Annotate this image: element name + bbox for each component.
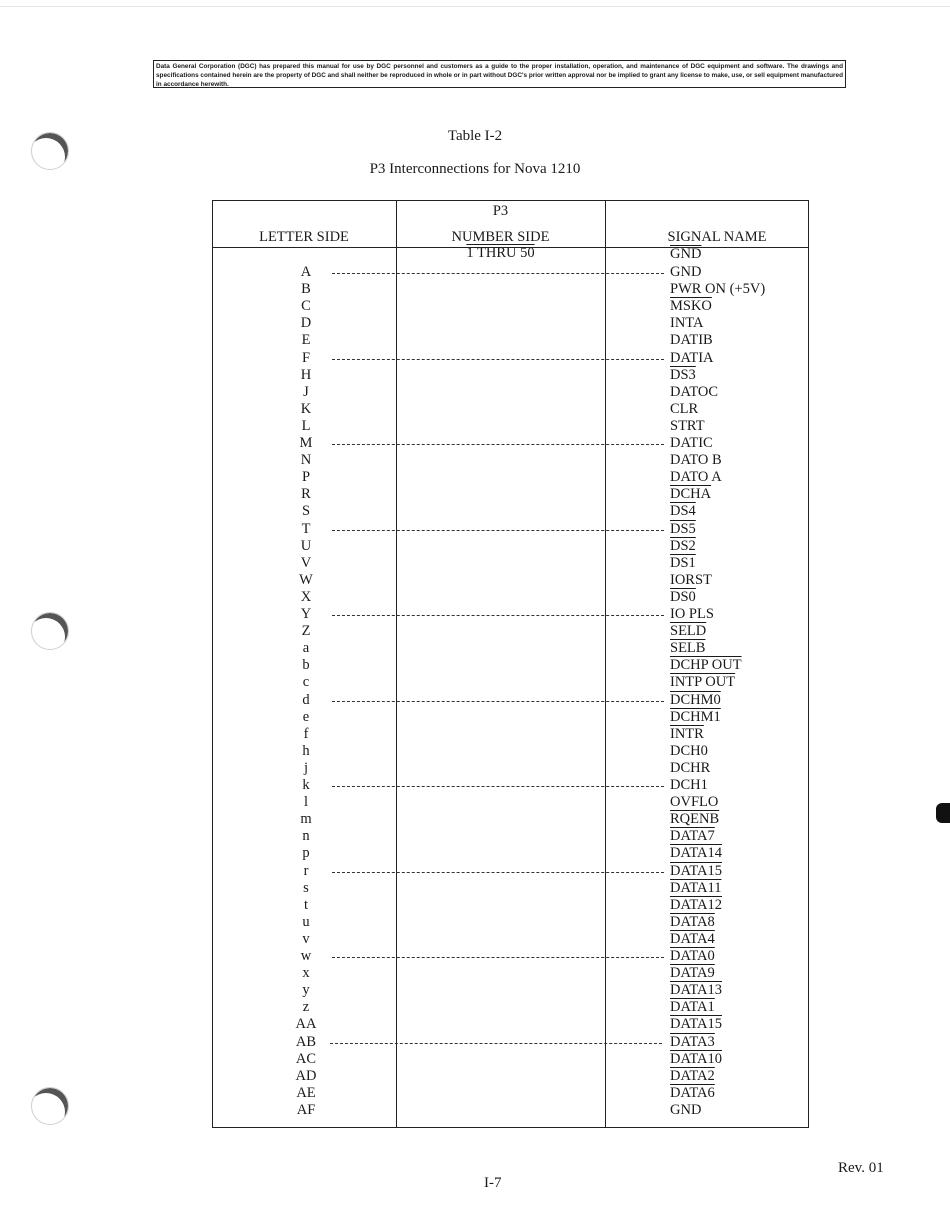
signal-name: DCHP OUT [670,657,742,674]
letter-side-pin: X [300,588,312,605]
letter-side-pin: k [302,777,310,793]
signal-name: DATA1 [670,999,715,1016]
signal-name: SELB [670,640,706,657]
signal-name: MSKO [670,298,712,315]
signal-name: DATA0 [670,948,715,964]
column-divider-1 [396,200,397,1128]
signal-name: DATA7 [670,828,715,845]
letter-side-pin: s [303,879,309,896]
letter-side-pin: c [302,674,310,691]
letter-side-pin: x [302,965,310,982]
letter-side-pin: a [302,640,310,657]
column-divider-2 [605,200,606,1128]
letter-side-pin: N [300,452,312,469]
letter-side-pin: e [302,708,310,725]
header-p3: P3 [492,203,509,219]
signal-name: GND [670,264,702,280]
signal-name: DATA15 [670,862,723,879]
letter-side-pin: AC [295,1050,317,1067]
letter-side-pin: d [302,691,310,708]
signal-name: DATIA [670,349,714,366]
signal-name: IORST [670,571,712,588]
letter-side-pin: n [302,828,310,845]
ground-connection-line [332,701,664,702]
signal-name: DATO A [670,469,722,486]
letter-side-pin: y [302,982,310,999]
letter-side-pin: AE [296,1084,316,1101]
header-letter-side: LETTER SIDE [259,229,349,245]
signal-name: DATOC [670,383,719,400]
letter-side-pin: W [299,571,313,588]
ground-connection-line [332,444,664,445]
signal-name: DCHR [670,759,711,776]
table-title: P3 Interconnections for Nova 1210 [369,161,581,177]
signal-name: DATA6 [670,1084,715,1101]
signal-name: INTP OUT [670,674,736,691]
header-number-side: NUMBER SIDE [451,229,550,245]
signal-name: DATA9 [670,965,715,982]
signal-name: PWR ON (+5V) [670,281,766,298]
ground-connection-line [332,786,664,787]
letter-side-pin: R [301,486,311,503]
page-number: I-7 [484,1175,502,1191]
letter-side-pin: T [301,520,311,537]
ground-connection-line [332,957,664,958]
ground-connection-line [332,530,664,531]
ground-connection-line [330,1043,662,1044]
ground-connection-line [332,273,664,274]
letter-side-pin: F [301,349,311,366]
signal-name: DS4 [670,503,696,520]
letter-side-pin: D [300,315,312,332]
signal-name: DATA12 [670,896,723,913]
signal-name: INTA [670,315,704,332]
letter-side-pin: t [303,896,309,913]
letter-side-pin: C [301,298,311,315]
signal-name: DS5 [670,520,696,537]
letter-side-pin: M [299,435,313,451]
signal-name: DS3 [670,366,696,383]
ground-connection-line [332,615,664,616]
signal-name: DCHM0 [670,691,721,708]
letter-side-pin: j [303,759,309,776]
binder-hole-bottom [31,1087,69,1125]
signal-name: DCH0 [670,742,708,759]
header-signal-name: SIGNAL NAME [667,229,767,245]
signal-name: DATA4 [670,930,715,947]
letter-side-pin: AD [295,1067,317,1084]
signal-name: DATO B [670,452,722,469]
letter-side-pin: AA [295,1016,317,1033]
signal-name: DATA11 [670,879,722,896]
signal-name: DATA10 [670,1050,723,1067]
letter-side-pin: h [302,742,310,759]
signal-name: DS2 [670,537,696,554]
letter-side-pin: w [300,948,312,964]
signal-name: DATA8 [670,913,715,930]
letter-side-pin: Z [301,623,311,640]
margin-tab-mark [936,803,950,823]
page-top-edge [0,6,950,7]
signal-name: OVFLO [670,794,719,811]
letter-side-pin: U [300,537,312,554]
letter-side-pin: S [301,503,311,520]
ground-connection-line [332,872,664,873]
signal-name: CLR [670,400,699,417]
signal-name: SELD [670,623,707,640]
signal-name: DS1 [670,554,696,571]
letter-side-pin: z [302,999,310,1016]
table-label: Table I-2 [447,128,503,144]
signal-name: GND [670,1101,702,1118]
signal-name: RQENB [670,811,720,828]
letter-side-pin: V [300,554,312,571]
letter-side-pin: l [303,794,309,811]
letter-side-pin: m [300,811,312,828]
signal-name: INTR [670,725,704,742]
letter-side-pin: K [300,400,312,417]
signal-name: DATA13 [670,982,723,999]
letter-side-pin: f [303,725,309,742]
revision-label: Rev. 01 [838,1160,884,1176]
signal-name: DS0 [670,588,696,605]
signal-name: DATA3 [670,1033,715,1050]
ground-connection-line [332,359,664,360]
letter-side-pin: AB [295,1033,317,1050]
signal-name: DCH1 [670,777,708,793]
signal-name: DATIB [670,332,713,349]
header-number-range: 1 THRU 50 [466,245,535,261]
letter-side-pin: v [302,930,310,947]
proprietary-notice: Data General Corporation (DGC) has prepared this manual for use by DGC personnel and customers as a guide to the proper installation, operation, and maintenance of DGC equipment and software. The drawings and specifications contained herein are the property of DGC and shall neither be reproduced in whole or in part without DGC's prior written approval nor be implied to grant any license to make, use, or sell equipment manufactured in accordance herewith. [153,60,846,88]
signal-name: DATIC [670,435,713,451]
signal-name: DATA15 [670,1016,723,1033]
letter-side-pin: P [301,469,311,486]
signal-name: DCHM1 [670,708,721,725]
signal-name: STRT [670,417,705,434]
letter-side-pin: p [302,845,310,862]
binder-hole-middle [31,612,69,650]
letter-side-pin: r [303,862,309,879]
letter-side-pin: u [302,913,310,930]
letter-side-pin: AF [296,1101,316,1118]
signal-name: DCHA [670,486,712,503]
signal-name: DATA14 [670,845,723,862]
letter-side-pin: Y [300,606,312,622]
letter-side-pin: b [302,657,310,674]
letter-side-pin: H [300,366,312,383]
letter-side-pin: A [300,264,312,280]
signal-name: DATA2 [670,1067,715,1084]
letter-side-pin: L [301,417,311,434]
signal-name-first: $\overline{GND}$ [670,246,702,262]
letter-side-pin: E [301,332,311,349]
letter-side-pin: B [301,281,311,298]
signal-name: IO PLS [670,606,714,622]
letter-side-pin: J [303,383,309,400]
